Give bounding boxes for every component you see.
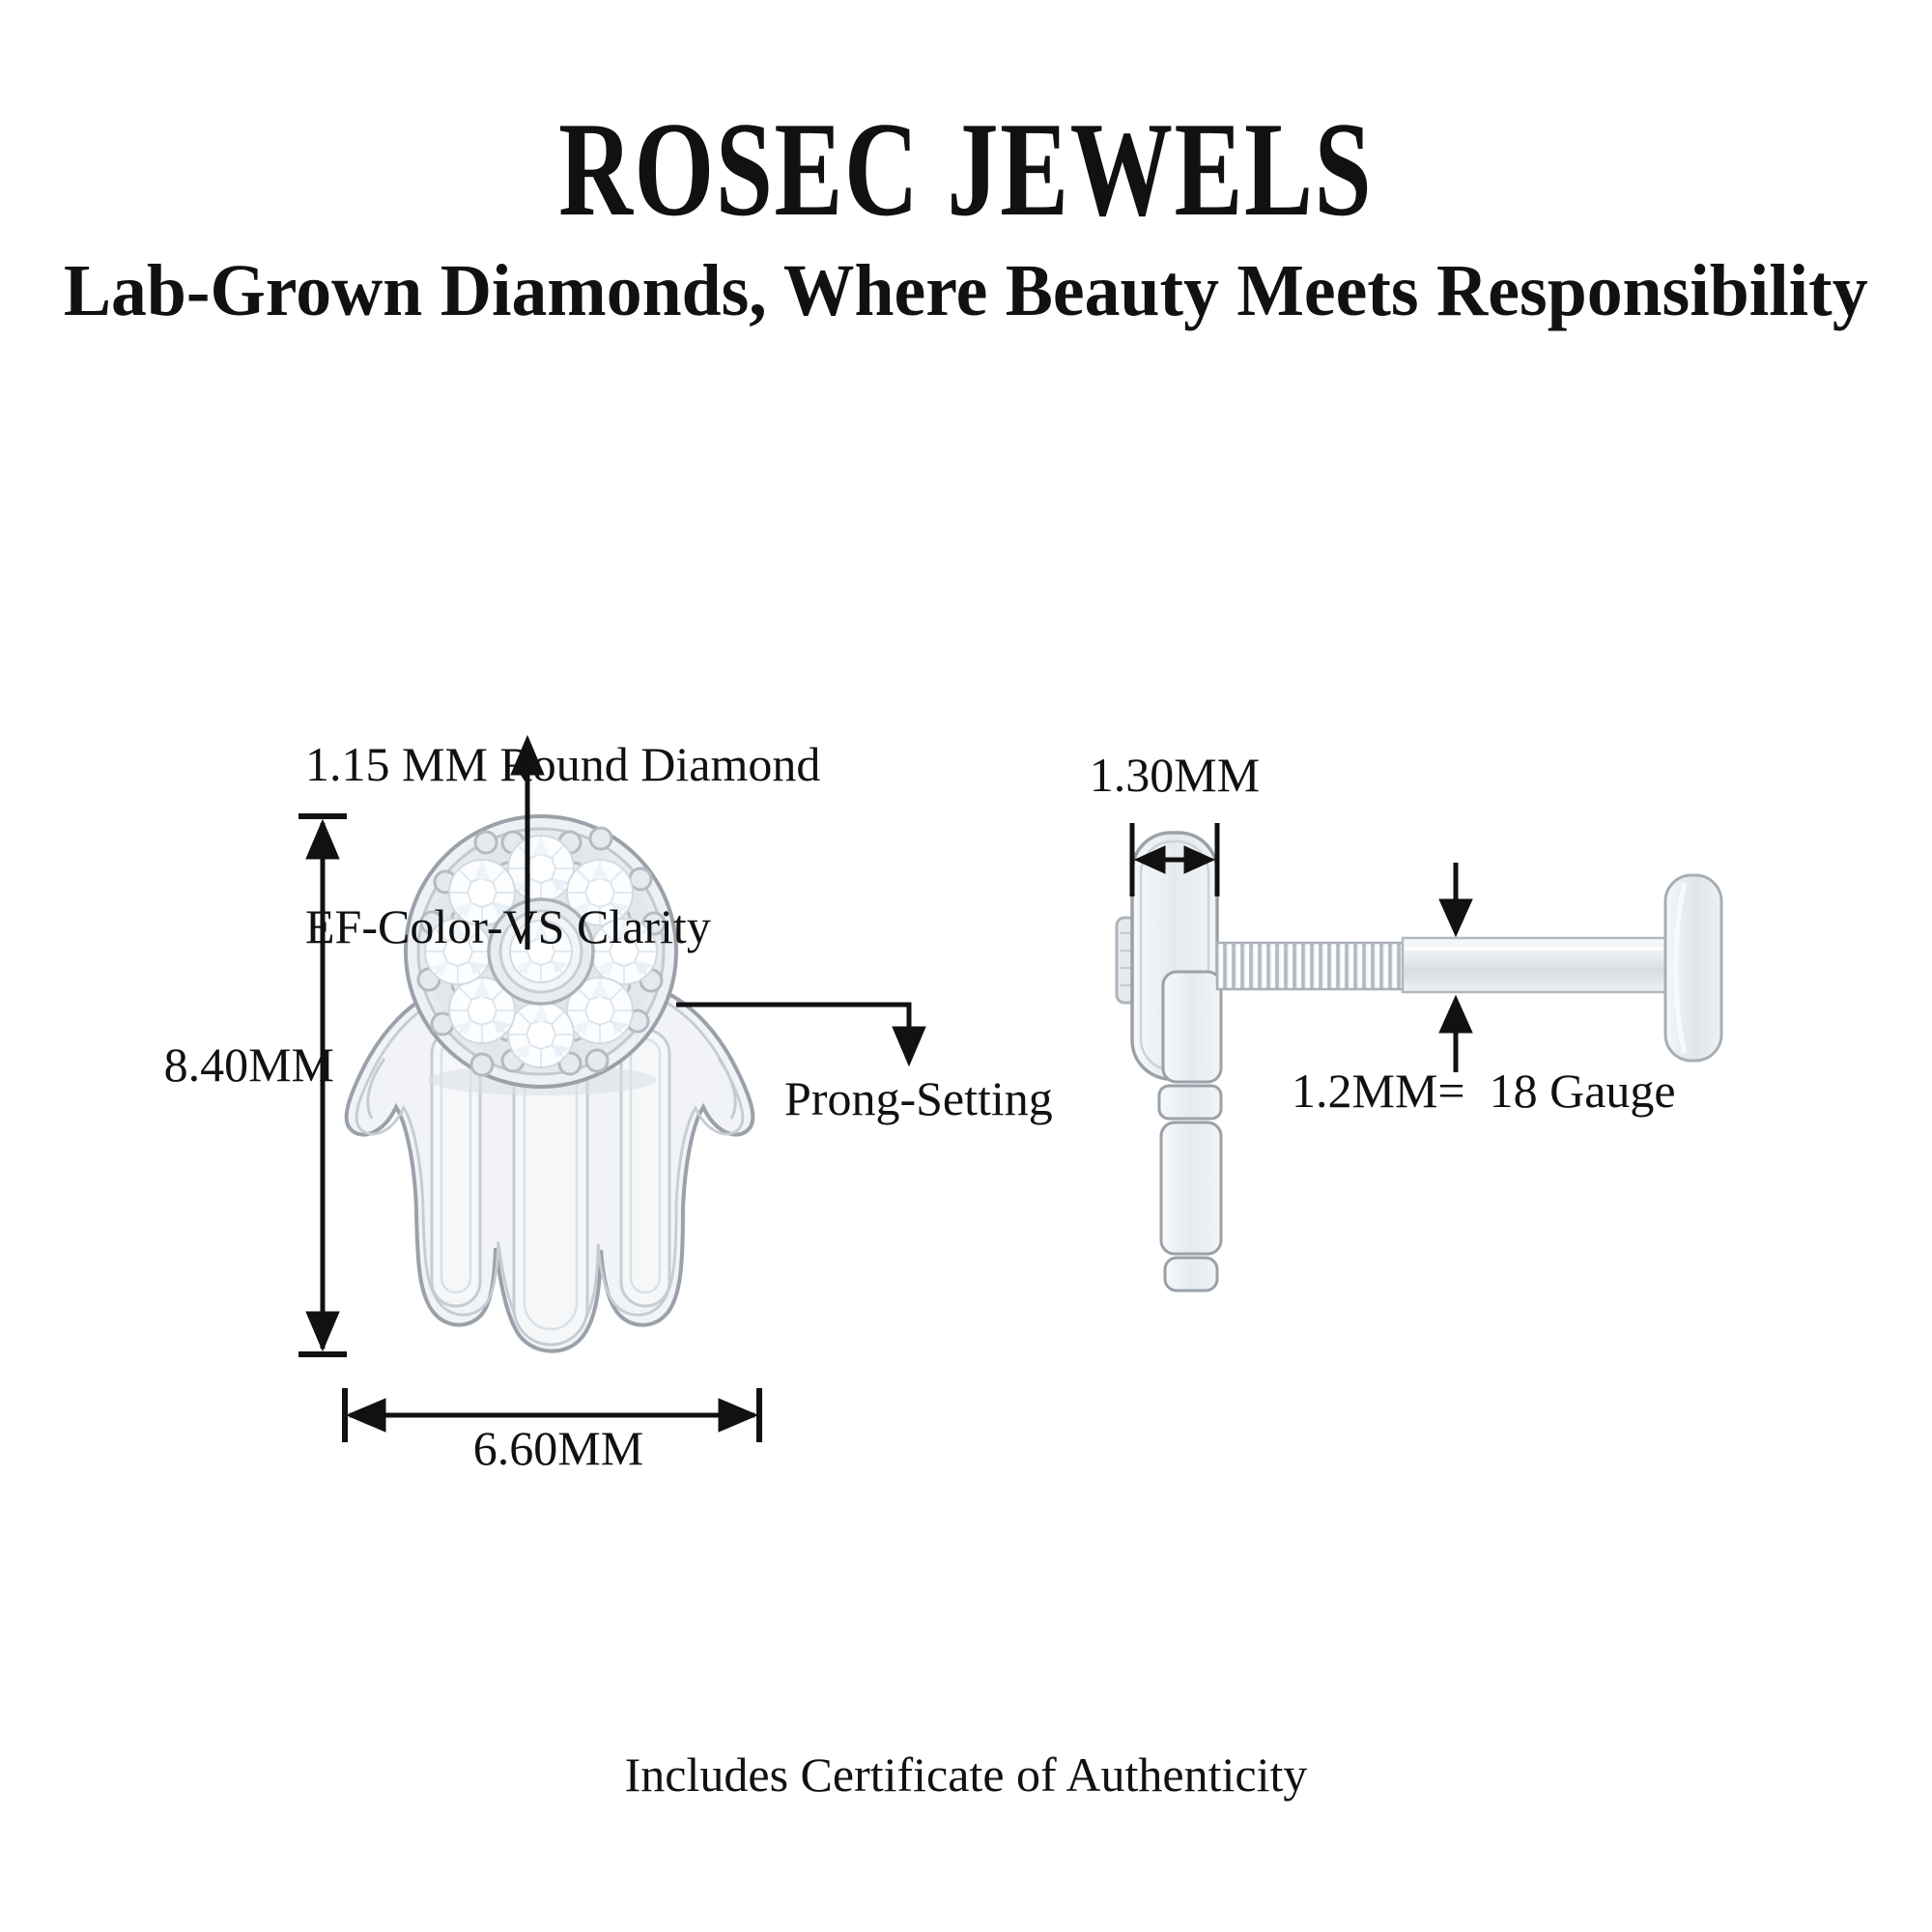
screw-thread — [1217, 943, 1405, 989]
brand-title-text: ROSEC JEWELS — [558, 95, 1374, 244]
stone-annotation — [305, 629, 820, 1062]
width-dimension-label: 6.60MM — [472, 1421, 644, 1475]
post — [1403, 938, 1667, 992]
head-width-dimension-label: 1.30MM — [1089, 748, 1261, 802]
brand-subtitle — [0, 249, 1932, 333]
height-dimension-label: 8.40MM — [163, 1037, 334, 1092]
stone-annotation-line1: 1.15 MM Round Diamond — [305, 737, 821, 791]
brand-title — [0, 92, 1932, 247]
certificate-note: Includes Certificate of Authenticity — [624, 1747, 1308, 1802]
post-gauge-label: 1.2MM= 18 Gauge — [1292, 1064, 1676, 1118]
brand-subtitle-text: Lab-Grown Diamonds, Where Beauty Meets Responsibility — [64, 250, 1868, 331]
side-view-illustration — [1117, 833, 1721, 1291]
stone-annotation-line2: EF-Color-VS Clarity — [305, 899, 711, 953]
setting-annotation: Prong-Setting — [784, 1071, 1053, 1125]
hand-profile-stack — [1159, 972, 1221, 1291]
